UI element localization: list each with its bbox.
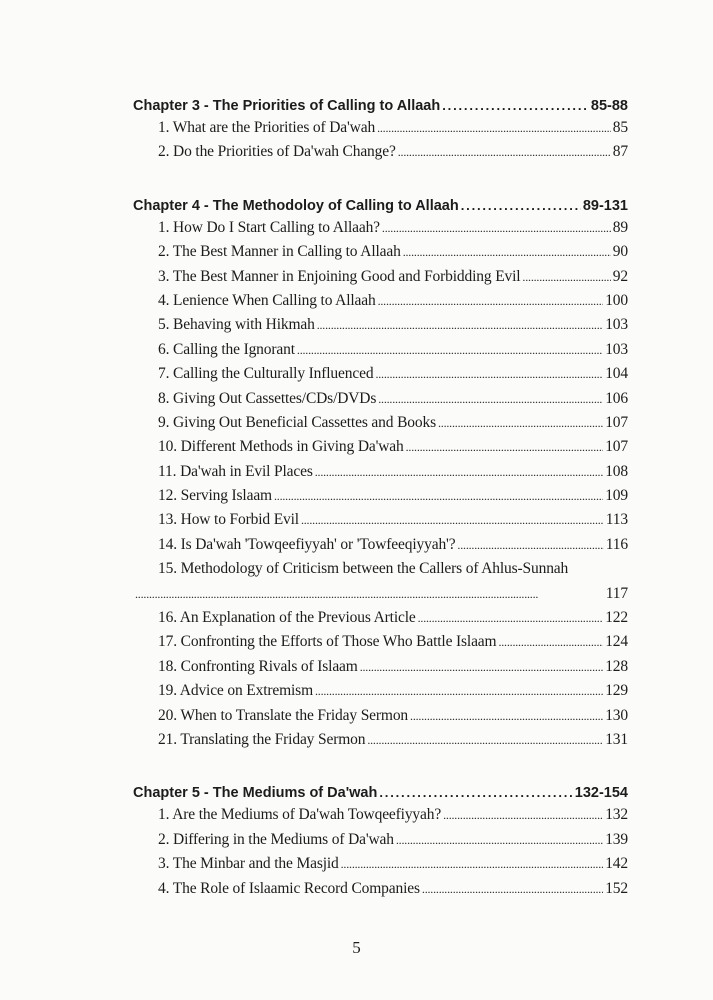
entry-title: 15. Methodology of Criticism between the Callers of Ahlus-Sunnah: [158, 560, 569, 578]
toc-entry: [133, 460, 628, 484]
entry-page: 139: [605, 830, 628, 848]
toc-entry-continuation: [133, 582, 628, 606]
entry-page: 128: [605, 657, 628, 675]
dot-leader: [382, 216, 611, 240]
entry-page: 100: [605, 291, 628, 309]
entry-page: 116: [605, 535, 628, 553]
entry-title: 12. Serving Islaam: [158, 487, 272, 505]
toc-entry: [133, 630, 628, 654]
entry-page: 108: [605, 462, 628, 480]
toc-entry: [133, 140, 628, 164]
toc-entry: [133, 803, 628, 827]
entry-page: 106: [605, 389, 628, 407]
dot-leader: [438, 411, 603, 435]
entry-title: 10. Different Methods in Giving Da'wah: [158, 438, 404, 456]
toc-entry: [133, 557, 628, 581]
entry-page: 132: [605, 806, 628, 824]
entry-title: 6. Calling the Ignorant: [158, 340, 295, 358]
dot-leader: [522, 265, 610, 289]
toc-entry: [133, 313, 628, 337]
toc-entry: [133, 877, 628, 901]
dot-leader: [379, 783, 572, 803]
toc-entry: [133, 216, 628, 240]
entry-page: 124: [605, 633, 628, 651]
entry-title: 2. The Best Manner in Calling to Allaah: [158, 243, 401, 261]
chapter-3: [133, 96, 628, 165]
toc-entry: [133, 533, 628, 557]
entry-page: 87: [612, 143, 628, 161]
table-of-contents: [133, 96, 628, 932]
dot-leader: [315, 679, 603, 703]
entry-page: 103: [605, 340, 628, 358]
toc-entry: [133, 704, 628, 728]
entry-page: 113: [605, 511, 628, 529]
entry-title: 20. When to Translate the Friday Sermon: [158, 706, 409, 724]
entry-title: 13. How to Forbid Evil: [158, 511, 299, 529]
entry-title: 17. Confronting the Efforts of Those Who Battle Islaam: [158, 633, 497, 651]
dot-leader: [442, 96, 589, 116]
entry-page: 103: [605, 316, 628, 334]
toc-entry: [133, 116, 628, 140]
toc-entry: [133, 411, 628, 435]
toc-entry: [133, 240, 628, 264]
entry-title: 14. Is Da'wah 'Towqeefiyyah' or 'Towfeeqiyyah'?: [158, 535, 456, 553]
entry-title: 9. Giving Out Beneficial Cassettes and Books: [158, 413, 436, 431]
page-number: 5: [352, 938, 361, 957]
toc-entry: [133, 338, 628, 362]
entry-page: 109: [605, 487, 628, 505]
entry-title: 2. Do the Priorities of Da'wah Change?: [158, 143, 396, 161]
toc-entry: [133, 265, 628, 289]
entry-title: 16. An Explanation of the Previous Article: [158, 609, 416, 627]
toc-entry: [133, 289, 628, 313]
dot-leader: [378, 289, 604, 313]
dot-leader: [443, 803, 603, 827]
entry-page: 117: [605, 584, 628, 602]
entry-page: 90: [612, 243, 628, 261]
chapter-page-range: 89-131: [582, 197, 628, 214]
entry-page: 85: [612, 119, 628, 136]
toc-entry: [133, 508, 628, 532]
toc-entry: [133, 728, 628, 752]
entry-title: 1. How Do I Start Calling to Allaah?: [158, 218, 380, 236]
entry-page: 92: [612, 267, 628, 285]
dot-leader: [367, 728, 603, 752]
dot-leader: [377, 116, 611, 140]
dot-leader: [498, 630, 603, 654]
entry-title: 3. The Minbar and the Masjid: [158, 855, 339, 873]
dot-leader: [301, 508, 604, 532]
entry-title: 3. The Best Manner in Enjoining Good and Forbidding Evil: [158, 267, 521, 285]
dot-leader: [360, 655, 603, 679]
chapter-4: [133, 196, 628, 753]
entry-title: 1. Are the Mediums of Da'wah Towqeefiyyah?: [158, 806, 442, 824]
dot-leader: [378, 387, 603, 411]
entry-page: 107: [605, 438, 628, 456]
entry-title: 19. Advice on Extremism: [158, 682, 313, 700]
entry-page: 152: [605, 879, 628, 897]
entry-title: 18. Confronting Rivals of Islaam: [158, 657, 358, 675]
chapter-title: Chapter 3 - The Priorities of Calling to Allaah: [133, 98, 441, 114]
toc-entry: [133, 655, 628, 679]
dot-leader: [297, 338, 603, 362]
dot-leader: [403, 240, 611, 264]
toc-entry: [133, 679, 628, 703]
dot-leader: [396, 828, 603, 852]
entry-title: 5. Behaving with Hikmah: [158, 316, 315, 334]
chapter-title: Chapter 5 - The Mediums of Da'wah: [133, 785, 378, 802]
entry-title: 7. Calling the Culturally Influenced: [158, 365, 374, 383]
entry-title: 4. The Role of Islaamic Record Companies: [158, 879, 420, 897]
chapter-heading: [133, 96, 628, 116]
entry-page: 130: [605, 706, 628, 724]
chapter-title: Chapter 4 - The Methodoloy of Calling to Allaah: [133, 197, 459, 214]
entry-page: 122: [605, 609, 628, 627]
dot-leader: [315, 460, 603, 484]
toc-entry: [133, 852, 628, 876]
dot-leader: [418, 606, 604, 630]
entry-page: 89: [612, 218, 628, 236]
entry-title: 1. What are the Priorities of Da'wah: [158, 119, 376, 136]
entry-title: 21. Translating the Friday Sermon: [158, 730, 366, 748]
dot-leader: [398, 140, 611, 164]
entry-page: 131: [605, 730, 628, 748]
toc-entry: [133, 387, 628, 411]
entry-page: 142: [605, 855, 628, 873]
dot-leader: [135, 582, 604, 606]
dot-leader: [375, 362, 603, 386]
dot-leader: [341, 852, 604, 876]
chapter-page-range: 132-154: [574, 785, 628, 802]
entry-page: 107: [605, 413, 628, 431]
dot-leader: [317, 313, 603, 337]
chapter-heading: [133, 196, 628, 216]
toc-entry: [133, 362, 628, 386]
dot-leader: [406, 435, 604, 459]
chapter-5: [133, 783, 628, 901]
dot-leader: [461, 196, 581, 216]
dot-leader: [410, 704, 603, 728]
toc-entry: [133, 828, 628, 852]
toc-entry: [133, 484, 628, 508]
dot-leader: [422, 877, 603, 901]
entry-page: 129: [605, 682, 628, 700]
dot-leader: [274, 484, 603, 508]
dot-leader: [457, 533, 603, 557]
entry-title: 8. Giving Out Cassettes/CDs/DVDs: [158, 389, 377, 407]
entry-title: 11. Da'wah in Evil Places: [158, 462, 313, 480]
chapter-page-range: 85-88: [590, 98, 628, 114]
entry-title: 2. Differing in the Mediums of Da'wah: [158, 830, 394, 848]
entry-title: 4. Lenience When Calling to Allaah: [158, 291, 376, 309]
entry-page: 104: [605, 365, 628, 383]
toc-entry: [133, 606, 628, 630]
toc-entry: [133, 435, 628, 459]
chapter-heading: [133, 783, 628, 803]
